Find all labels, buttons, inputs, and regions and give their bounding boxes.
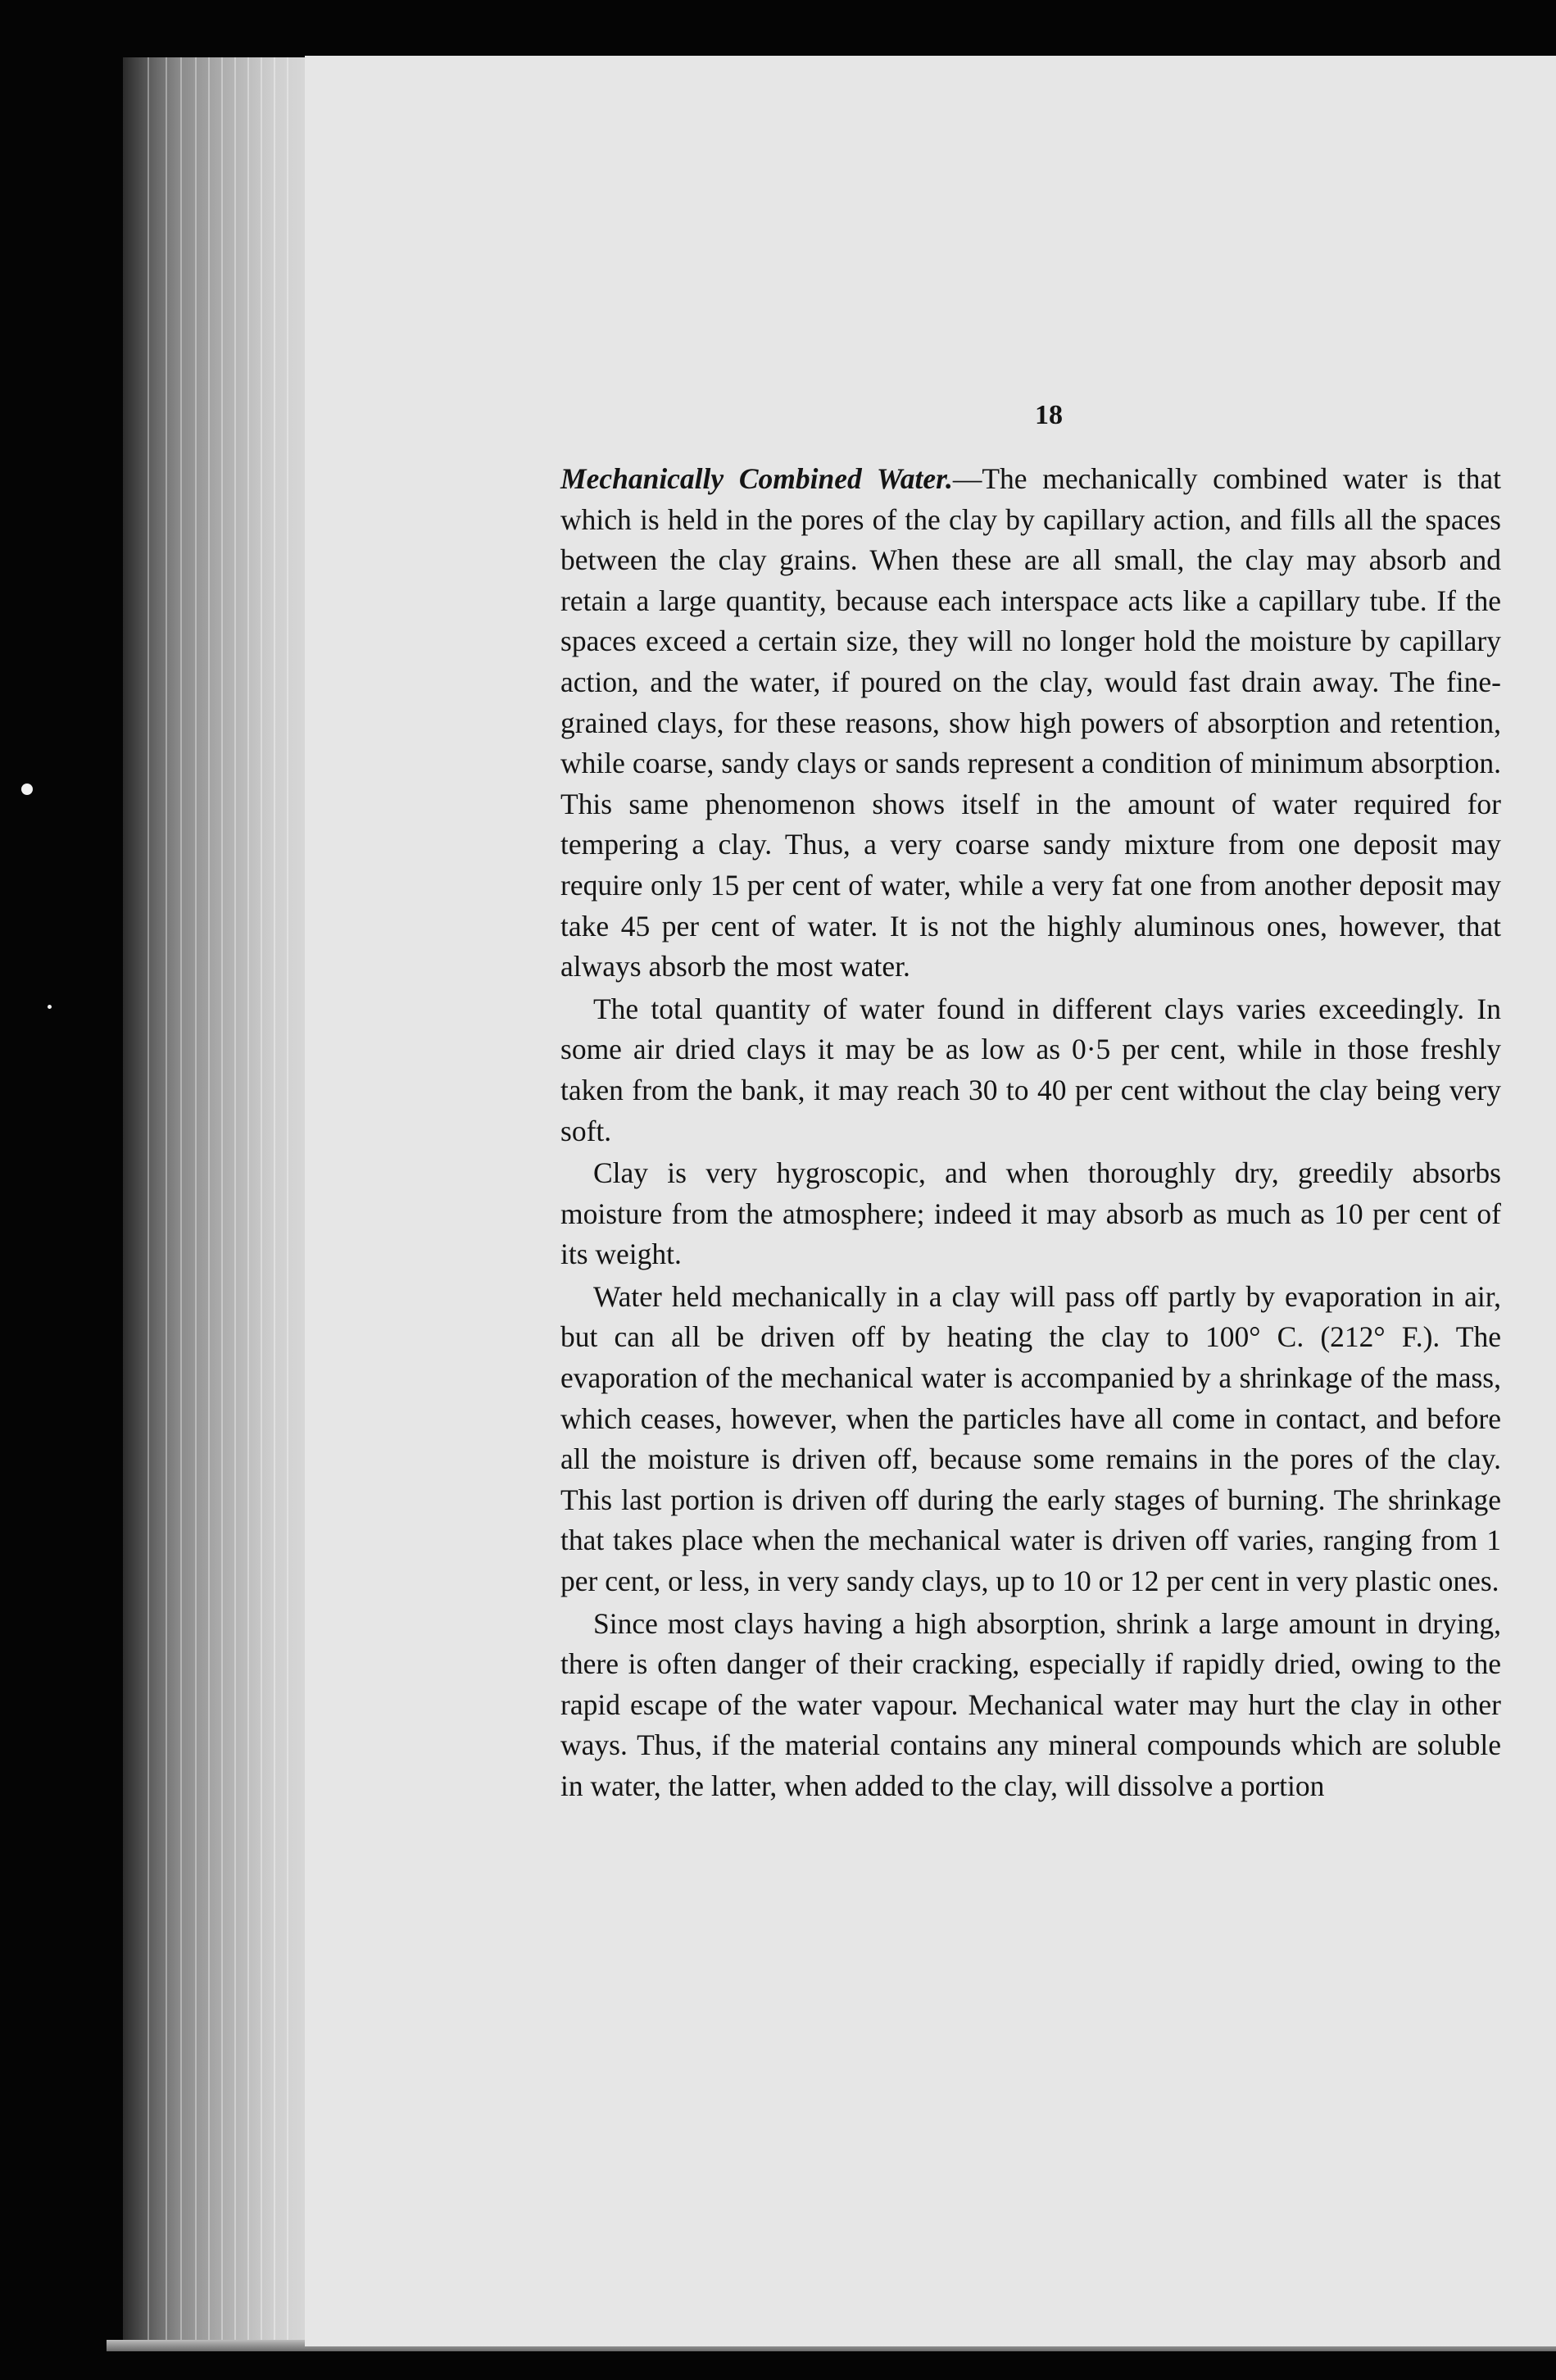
paragraph: Water held mechanically in a clay will pass off partly by evaporation in air, but can all be driven off by heating the clay to 100° C. (212° F.). The evaporation of the mechanical water is accompanied by a shrinkage of the mass, which ceases, however, when the particles have all come in contact, and before all the moisture is driven off, because some remains in the pores of the clay. This last portion is driven off during the early stages of burning. The shrinkage that takes place when the mechanical water is driven off varies, ranging from 1 per cent, or less, in very sandy clays, up to 10 or 12 per cent in very plastic ones. (560, 1279, 1501, 1598)
paragraph: Clay is very hygroscopic, and when thoroughly dry, greedily absorbs moisture from the atmosphere; indeed it may absorb as much as 10 per cent of its weight. (560, 1156, 1501, 1271)
scan-speck (48, 1005, 52, 1009)
paragraph: Since most clays having a high absorption, shrink a large amount in drying, there is often danger of their cracking, especially if rapidly dried, owing to the rapid escape of the water vapour. Mechanical water may hurt the clay in other ways. Thus, if the material contains any mineral compounds which are soluble in water, the latter, when added to the clay, will dissolve a portion (560, 1606, 1501, 1802)
paragraph-text: —The mechanically combined water is that which is held in the pores of the clay by capillary action, and fills all the spaces between the clay grains. When these are all small, the clay may absorb and retain a large quantity, because each interspace acts like a capillary tube. If the spaces exceed a certain size, they will no longer hold the moisture by capillary action, and the water, if poured on the clay, would fast drain away. The fine-grained clays, for these reasons, show high powers of absorption and retention, while coarse, sandy clays or sands represent a condition of minimum absorption. This same phenomenon shows itself in the amount of water required for tempering a clay. Thus, a very coarse sandy mixture from one deposit may require only 15 per cent of water, while a very fat one from another deposit may take 45 per cent of water. It is not the highly aluminous ones, however, that always absorb the most water. (560, 462, 1501, 983)
book-page-edges (123, 57, 311, 2344)
page-number: 18 (1035, 400, 1063, 430)
paragraph (560, 459, 1501, 988)
scan-speck (21, 783, 33, 795)
paragraph: The total quantity of water found in different clays varies exceedingly. In some air dried clays it may be as low as 0·5 per cent, while in those freshly taken from the bank, it may reach 30 to 40 per cent without the clay being very soft. (560, 992, 1501, 1147)
section-heading: Mechanically Combined Water. (560, 462, 953, 495)
body-text (560, 459, 1501, 1809)
